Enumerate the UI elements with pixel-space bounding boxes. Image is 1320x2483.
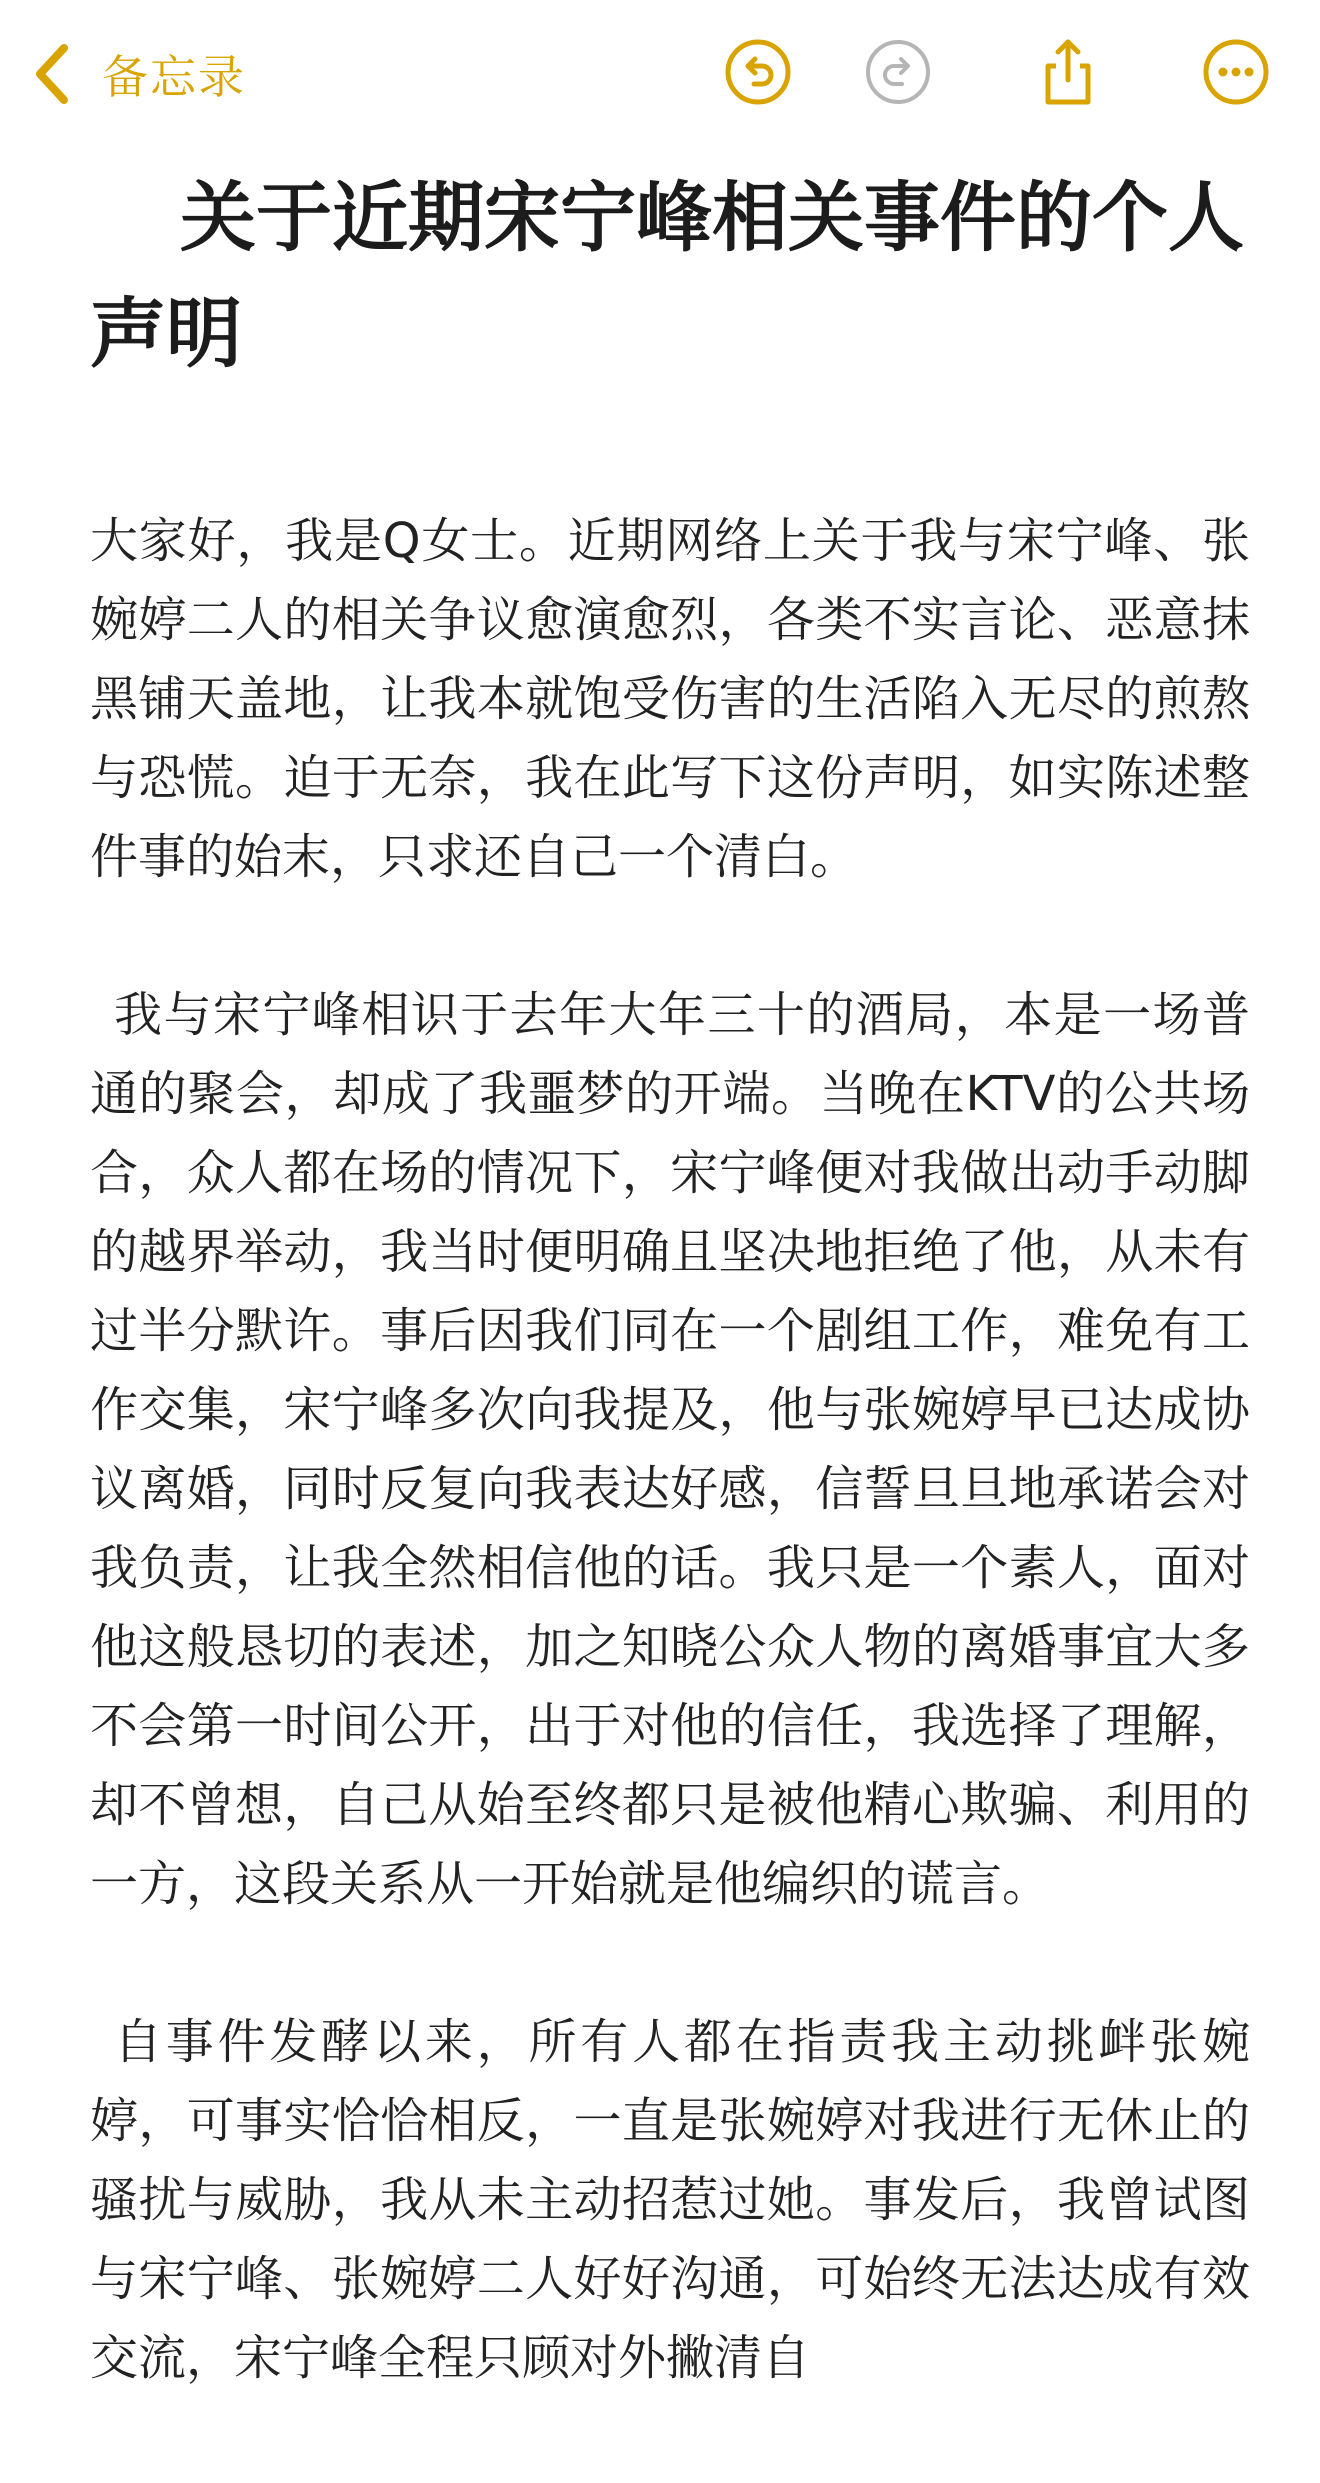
redo-button[interactable] — [862, 36, 934, 108]
note-title: 关于近期宋宁峰相关事件的个人声明 — [90, 173, 1244, 378]
redo-icon — [862, 36, 934, 108]
more-button[interactable] — [1200, 36, 1272, 108]
note-paragraph-intro: 大家好，我是Q女士。近期网络上关于我与宋宁峰、张婉婷二人的相关争议愈演愈烈，各类不实言论、恶意抹黑铺天盖地，让我本就饱受伤害的生活陷入无尽的煎熬与恐慌。迫于无奈，我在此写下这份声明，如实陈述整件事的始末，只求还自己一个清白。 — [90, 513, 1250, 885]
share-icon — [1032, 36, 1104, 108]
undo-button[interactable] — [722, 36, 794, 108]
note-paragraph-clarification: 自事件发酵以来，所有人都在指责我主动挑衅张婉婷，可事实恰恰相反，一直是张婉婷对我进行无休止的骚扰与威胁，我从未主动招惹过她。事发后，我曾试图与宋宁峰、张婉婷二人好好沟通，可始终无法达成有效交流，宋宁峰全程只顾对外撇清自 — [90, 2014, 1250, 2386]
navigation-bar — [0, 0, 1320, 150]
back-label: 备忘录 — [102, 50, 246, 104]
undo-icon — [722, 36, 794, 108]
more-icon — [1200, 36, 1272, 108]
back-button[interactable] — [32, 38, 246, 110]
share-button[interactable] — [1032, 36, 1104, 108]
chevron-left-icon — [32, 42, 72, 106]
note-paragraph-background: 我与宋宁峰相识于去年大年三十的酒局，本是一场普通的聚会，却成了我噩梦的开端。当晚在KTV的公共场合，众人都在场的情况下，宋宁峰便对我做出动手动脚的越界举动，我当时便明确且坚决地拒绝了他，从未有过半分默许。事后因我们同在一个剧组工作，难免有工作交集，宋宁峰多次向我提及，他与张婉婷早已达成协议离婚，同时反复向我表达好感，信誓旦旦地承诺会对我负责，让我全然相信他的话。我只是一个素人，面对他这般恳切的表述，加之知晓公众人物的离婚事宜大多不会第一时间公开，出于对他的信任，我选择了理解，却不曾想，自己从始至终都只是被他精心欺骗、利用的一方，这段关系从一开始就是他编织的谎言。 — [90, 987, 1250, 1912]
note-body[interactable] — [90, 160, 1250, 2477]
